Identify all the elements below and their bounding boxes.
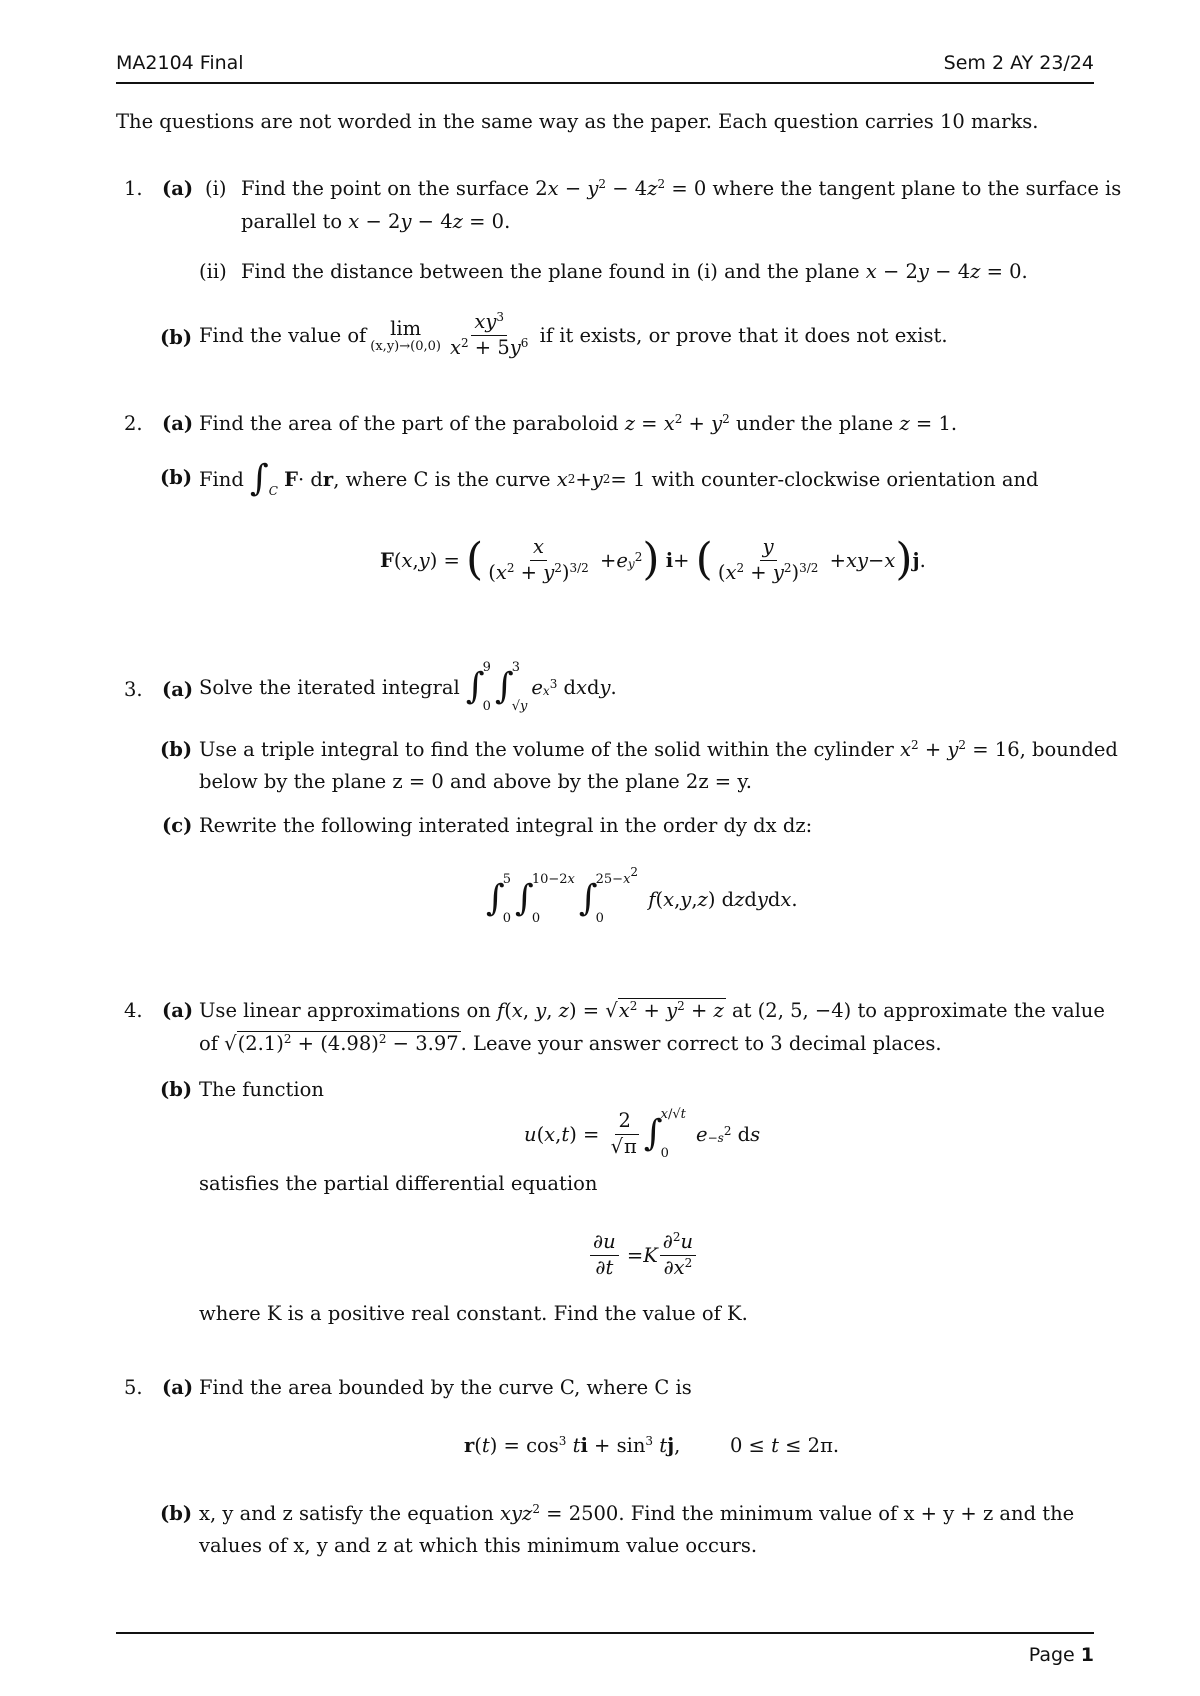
q3a-text: Solve the iterated integral ∫ 9 0 ∫ 3 √y e $x^3$ d x d y .: [199, 660, 617, 714]
q1ai-label: (i): [205, 177, 227, 200]
page-number: Page 1: [1028, 1644, 1094, 1666]
q5a-label: (a): [162, 1376, 194, 1399]
q4b-label: (b): [160, 1078, 193, 1101]
q4a-line2: of $√(2.1)^2 + (4.98)^2 - 3.97$ . Leave your answer correct to 3 decimal places.: [199, 1032, 942, 1055]
q5a-text: Find the area bounded by the curve C, where C is: [199, 1376, 692, 1399]
q3-number: 3.: [124, 678, 143, 701]
header-rule: [116, 82, 1094, 84]
q5a-curve: $r(t) = \cos^3$ ti + $\sin^3$ tj, 0 ≤ t ≤ 2π.: [464, 1434, 840, 1457]
q2b-label: (b): [160, 466, 193, 489]
q4b-text2: satisfies the partial differential equation: [199, 1172, 598, 1195]
intro-text: The questions are not worded in the same way as the paper. Each question carries 10 marks.: [116, 110, 1039, 133]
q5b-line2: values of x, y and z at which this minimum value occurs.: [199, 1534, 758, 1557]
q4b-text: The function: [199, 1078, 324, 1101]
q1ai-line2: parallel to x − 2y − 4z = 0.: [241, 210, 511, 233]
q3c-text: Rewrite the following interated integral in the order dy dx dz:: [199, 814, 813, 837]
q2b-text: Find ∫ C F · d r , where C is the curve x 2 + y 2 = 1 with counter-clockwise orientation and: [199, 458, 1039, 499]
q1b-fraction: $\frac{xy^3}{x^2 + 5y^6}$: [449, 310, 529, 359]
q1b-label: (b): [160, 326, 193, 349]
q1ai-line1: Find the point on the surface $2x - y^2 - 4z^2 = 0$ where the tangent plane to the surface is: [241, 177, 1122, 200]
q5-number: 5.: [124, 1376, 143, 1399]
q4a-label: (a): [162, 999, 194, 1022]
q1a-label: (a): [162, 177, 194, 200]
q2a-text: Find the area of the part of the paraboloid $z = x^2 + y^2$ under the plane z = 1.: [199, 412, 958, 435]
q4a-line1: Use linear approximations on f(x, y, $z) = √x^2 + y^2 + z$ at (2, 5, −4) to approximate the value: [199, 999, 1105, 1022]
q1aii-text: Find the distance between the plane found in (i) and the plane x − 2y − 4z = 0.: [241, 260, 1028, 283]
footer-rule: [116, 1632, 1094, 1634]
q5b-line1: x, y and z satisfy the equation xyz$^2$ = 2500. Find the minimum value of x + y + z and the: [199, 1502, 1075, 1525]
q4-number: 4.: [124, 999, 143, 1022]
q1b-text: Find the value of lim (x,y)→(0,0) $\frac{xy^3}{x^2 + 5y^6}$ if it exists, or prove that it does not exist.: [199, 310, 948, 359]
q3b-line2: below by the plane z = 0 and above by the plane 2z = y.: [199, 770, 752, 793]
q1-number: 1.: [124, 177, 143, 200]
q4b-pde: $\frac{\partial u}{\partial t}$ = K $\frac{\partial^2u}{\partial x^2}$: [588, 1220, 698, 1290]
q3a-label: (a): [162, 678, 194, 701]
header-title: MA2104 Final: [116, 52, 244, 74]
q3c-label: (c): [162, 814, 193, 837]
q2-number: 2.: [124, 412, 143, 435]
q2a-label: (a): [162, 412, 194, 435]
q3c-integral: ∫ 5 0 ∫ 10−2x 0 ∫ $25-x^2$ 0 f ( x , y , z ) d z d y d x .: [486, 865, 798, 926]
q3b-label: (b): [160, 738, 193, 761]
q1aii-label: (ii): [199, 260, 227, 283]
q5b-label: (b): [160, 1502, 193, 1525]
q4b-text3: where K is a positive real constant. Find the value of K.: [199, 1302, 748, 1325]
header-semester: Sem 2 AY 23/24: [943, 52, 1094, 74]
q1b-limit: lim (x,y)→(0,0): [370, 317, 441, 354]
q3b-line1: Use a triple integral to find the volume of the solid within the cylinder $x^2 + y^2 = 16$, bounded: [199, 738, 1118, 761]
q2b-field-equation: F ( x , y ) = ( $\frac{x}{(x^2 + y^2)^{3/2}}$ + e $y^2$ ) i + ( $\frac{y}{(x^2 + y^2)^{3/2}}$ + xy − x ) j .: [380, 534, 926, 585]
q4b-function: u ( x , t ) = $\frac{2}{√\pi}$ ∫ x/√t 0 e $-s^2$ d s: [524, 1107, 761, 1161]
